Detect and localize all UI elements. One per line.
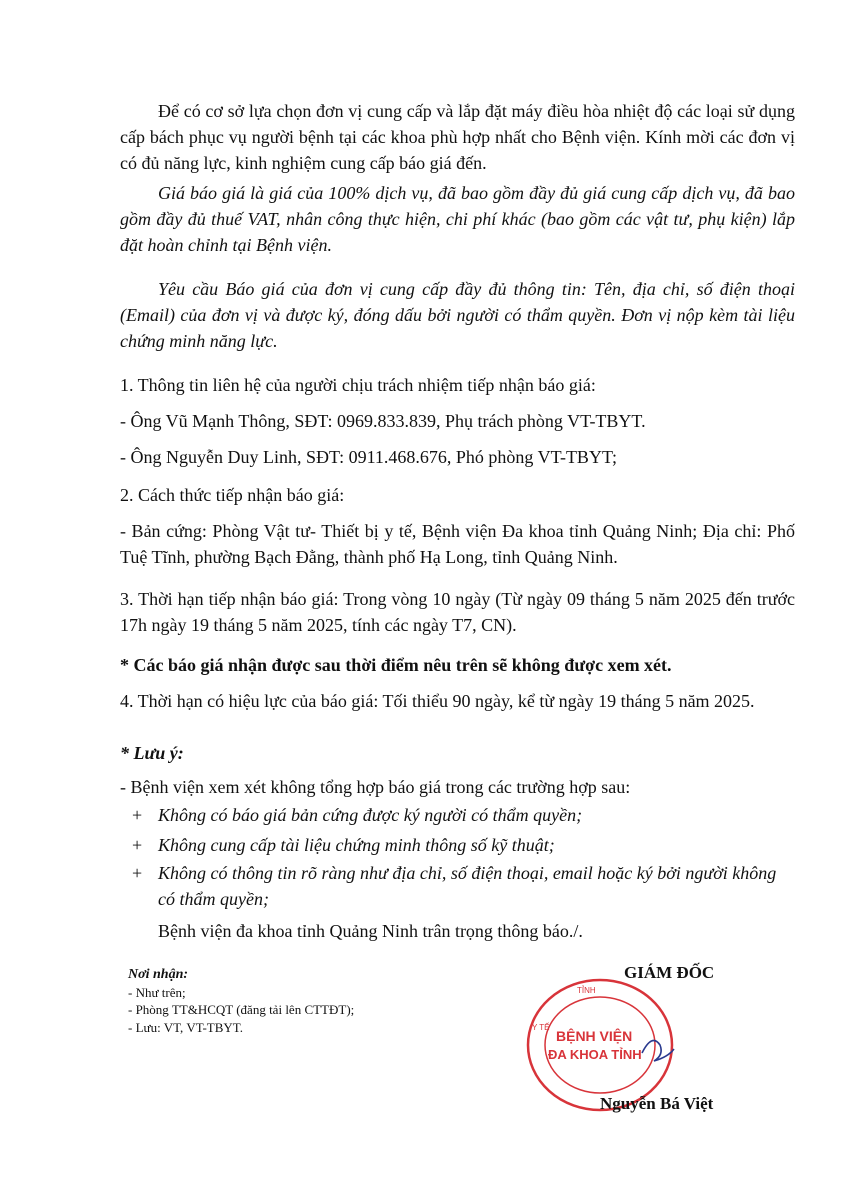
bullet-text: Không có thông tin rõ ràng như địa chỉ, số điện thoại, email hoặc ký bởi người không có thẩm quyền;: [158, 863, 777, 909]
signature-scribble: [642, 1041, 674, 1062]
seal-line-2: ĐA KHOA TỈNH: [548, 1047, 642, 1062]
delivery-address: - Bản cứng: Phòng Vật tư- Thiết bị y tế, Bệnh viện Đa khoa tỉnh Quảng Ninh; Địa chỉ: Phố Tuệ Tĩnh, phường Bạch Đằng, thành phố Hạ Long, tỉnh Quảng Ninh.: [120, 521, 795, 567]
signer-name: Nguyễn Bá Việt: [600, 1094, 714, 1113]
plus-icon: +: [132, 835, 143, 855]
recipient-line: - Lưu: VT, VT-TBYT.: [128, 1019, 244, 1035]
closing-line: Bệnh viện đa khoa tỉnh Quảng Ninh trân trọng thông báo./.: [158, 921, 583, 941]
price-note-paragraph: Giá báo giá là giá của 100% dịch vụ, đã bao gồm đầy đủ giá cung cấp dịch vụ, đã bao gồm đầy đủ thuế VAT, nhân công thực hiện, chi phí khác (bao gồm các vật tư, phụ kiện) lắp đặt hoàn chỉnh tại Bệnh viện.: [120, 183, 795, 255]
contact-2: - Ông Nguyễn Duy Linh, SĐT: 0911.468.676, Phó phòng VT-TBYT;: [120, 447, 617, 467]
plus-icon: +: [132, 863, 143, 883]
requirement-paragraph: Yêu cầu Báo giá của đơn vị cung cấp đầy đủ thông tin: Tên, địa chỉ, số điện thoại (Email) của đơn vị và được ký, đóng dấu bởi người có thẩm quyền. Đơn vị nộp kèm tài liệu chứng minh năng lực.: [120, 279, 795, 351]
section-2-heading: 2. Cách thức tiếp nhận báo giá:: [120, 485, 345, 505]
intro-paragraph: Để có cơ sở lựa chọn đơn vị cung cấp và lắp đặt máy điều hòa nhiệt độ các loại sử dụng cấp bách phục vụ người bệnh tại các khoa phù hợp nhất cho Bệnh viện. Kính mời các đơn vị có đủ năng lực, kinh nghiệm cung cấp báo giá đến.: [120, 101, 795, 173]
recipients-block: [128, 966, 358, 1036]
bullet-text: Không có báo giá bản cứng được ký người có thẩm quyền;: [158, 805, 583, 825]
note-bullet: [132, 860, 792, 912]
contact-1: - Ông Vũ Mạnh Thông, SĐT: 0969.833.839, Phụ trách phòng VT-TBYT.: [120, 411, 646, 431]
recipient-line: - Như trên;: [128, 984, 186, 1000]
svg-text:Y TẾ: Y TẾ: [532, 1023, 550, 1032]
section-1-heading: 1. Thông tin liên hệ của người chịu trách nhiệm tiếp nhận báo giá:: [120, 375, 596, 395]
note-bullet: [132, 832, 792, 858]
section-3-deadline: 3. Thời hạn tiếp nhận báo giá: Trong vòng 10 ngày (Từ ngày 09 tháng 5 năm 2025 đến trước 17h ngày 19 tháng 5 năm 2025, tính các ngày T7, CN).: [120, 589, 795, 635]
svg-text:TỈNH: TỈNH: [577, 986, 596, 995]
recipient-line: - Phòng TT&HCQT (đăng tải lên CTTĐT);: [128, 1002, 355, 1017]
signer-title: GIÁM ĐỐC: [624, 963, 715, 982]
section-4-validity: 4. Thời hạn có hiệu lực của báo giá: Tối thiểu 90 ngày, kể từ ngày 19 tháng 5 năm 2025.: [120, 691, 755, 711]
recipients-heading: Nơi nhận:: [128, 967, 189, 982]
bullet-text: Không cung cấp tài liệu chứng minh thông số kỹ thuật;: [158, 835, 555, 855]
note-heading: * Lưu ý:: [120, 743, 184, 763]
late-warning: * Các báo giá nhận được sau thời điểm nêu trên sẽ không được xem xét.: [120, 655, 672, 675]
note-intro: - Bệnh viện xem xét không tổng hợp báo giá trong các trường hợp sau:: [120, 777, 631, 797]
plus-icon: +: [132, 805, 143, 825]
note-bullet: [132, 802, 792, 828]
seal-line-1: BỆNH VIỆN: [556, 1028, 633, 1044]
